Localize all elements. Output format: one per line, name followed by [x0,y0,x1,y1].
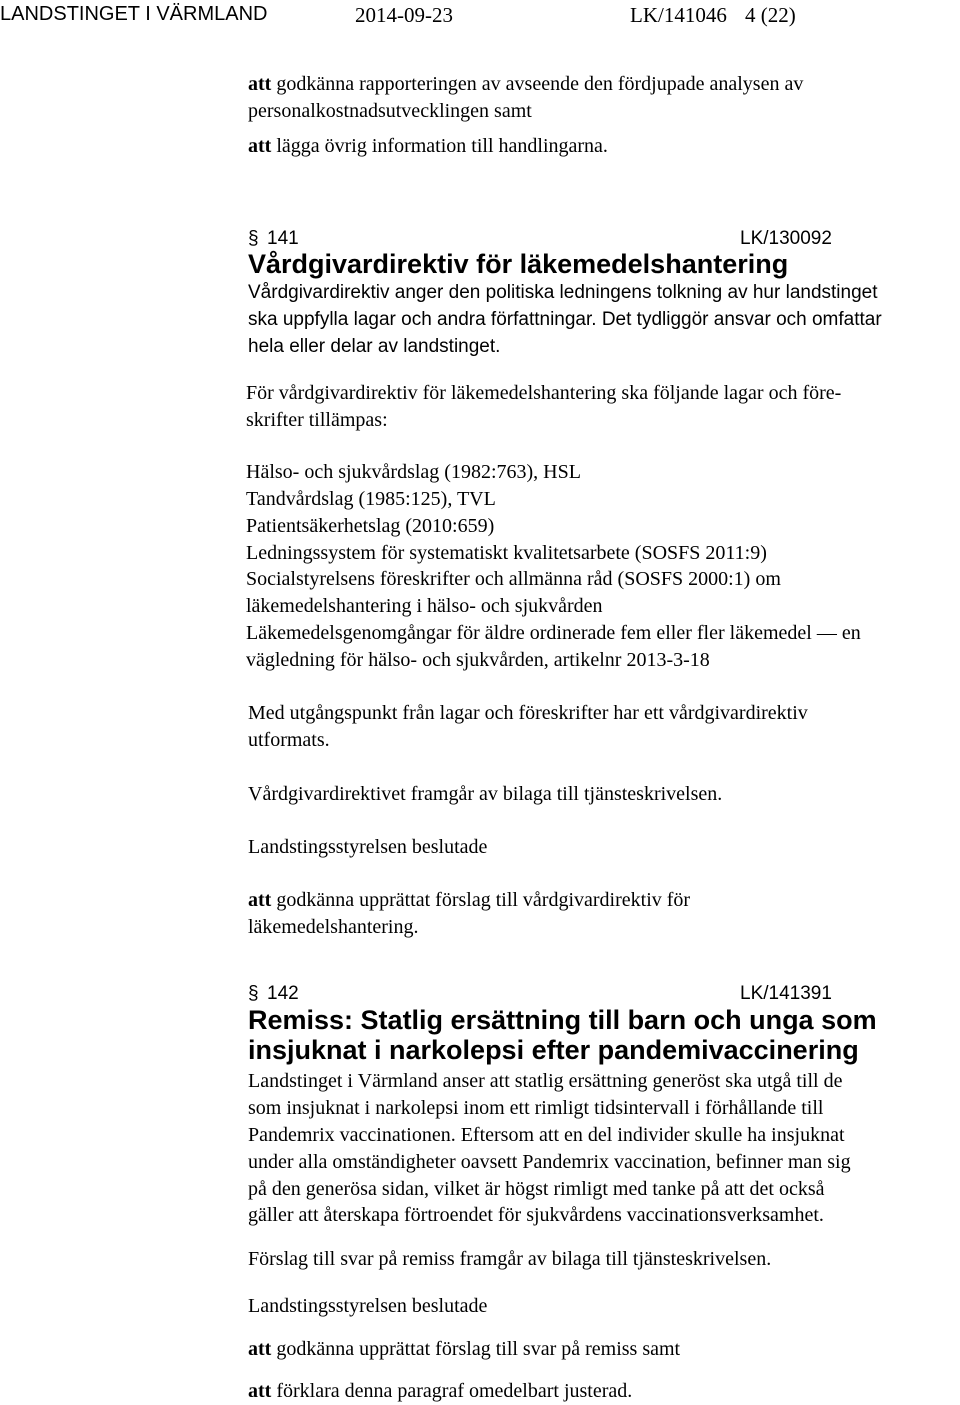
intro-item-1-text: godkänna rapporteringen av avseende den fördjupade analysen av [276,73,804,95]
section-ref: LK/141391 [740,983,832,1004]
list-item: Tandvårdslag (1985:125), TVL [246,488,496,510]
section-title: Vårdgivardirektiv för läkemedelshantering [248,249,789,279]
decision-text: förklara denna paragraf omedelbart justerad. [276,1380,633,1402]
decision-line-1 [248,887,690,914]
section-title-line-1: Remiss: Statlig ersättning till barn och unga som [248,1005,877,1035]
decision-text: godkänna upprättat förslag till vårdgivardirektiv för [276,889,691,911]
decision-text: godkänna upprättat förslag till svar på remiss samt [276,1338,681,1360]
body-line: på den generösa sidan, vilket är högst rimligt med tanke på att det också [248,1178,825,1200]
header-org: LANDSTINGET I VÄRMLAND [0,3,268,25]
basis-line-2: utformats. [248,729,330,751]
decided-label: Landstingsstyrelsen beslutade [248,1295,488,1317]
section-number: 141 [267,228,299,249]
intro-item-1-line-2: personalkostnadsutvecklingen samt [248,100,532,122]
intro-item-1-line-1 [248,71,803,98]
appendix-note: Förslag till svar på remiss framgår av bilaga till tjänsteskrivelsen. [248,1248,772,1270]
header-page: 4 (22) [745,3,796,27]
paragraph-symbol: § [248,983,259,1004]
laws-intro-line-2: skrifter tillämpas: [246,409,388,431]
att-keyword: att [248,73,272,95]
intro-item-2-text: lägga övrig information till handlingarna. [276,135,608,157]
att-keyword: att [248,1338,272,1360]
list-item: Patientsäkerhetslag (2010:659) [246,515,495,537]
decision-line-2: läkemedelshantering. [248,916,419,938]
body-line: gäller att återskapa förtroendet för sjukvårdens vaccinationsverksamhet. [248,1204,824,1226]
section-desc-line-1: Vårdgivardirektiv anger den politiska ledningens tolkning av hur landstinget [248,282,878,303]
att-keyword: att [248,135,272,157]
section-desc-line-3: hela eller delar av landstinget. [248,336,501,357]
list-item: läkemedelshantering i hälso- och sjukvården [246,595,603,617]
intro-item-2 [248,133,608,160]
section-title-line-2: insjuknat i narkolepsi efter pandemivaccinering [248,1035,859,1065]
att-keyword: att [248,1380,272,1402]
appendix-note: Vårdgivardirektivet framgår av bilaga till tjänsteskrivelsen. [248,783,723,805]
list-item: Socialstyrelsens föreskrifter och allmänna råd (SOSFS 2000:1) om [246,568,781,590]
decision-line-1 [248,1336,680,1363]
list-item: Läkemedelsgenomgångar för äldre ordinerade fem eller fler läkemedel — en [246,622,861,644]
body-line: Landstinget i Värmland anser att statlig ersättning generöst ska utgå till de [248,1070,843,1092]
header-date: 2014-09-23 [355,3,453,27]
section-desc-line-2: ska uppfylla lagar och andra författningar. Det tydliggör ansvar och omfattar [248,309,882,330]
list-item: vägledning för hälso- och sjukvården, artikelnr 2013-3-18 [246,649,710,671]
basis-line-1: Med utgångspunkt från lagar och föreskrifter har ett vårdgivardirektiv [248,702,808,724]
att-keyword: att [248,889,272,911]
body-line: som insjuknat i narkolepsi inom ett rimligt tidsintervall i förhållande till [248,1097,824,1119]
list-item: Ledningssystem för systematiskt kvalitetsarbete (SOSFS 2011:9) [246,542,767,564]
laws-intro-line-1: För vårdgivardirektiv för läkemedelshantering ska följande lagar och före- [246,382,842,404]
body-line: under alla omständigheter oavsett Pandemrix vaccination, befinner man sig [248,1151,851,1173]
paragraph-symbol: § [248,228,259,249]
section-ref: LK/130092 [740,228,832,249]
decision-line-2 [248,1378,632,1405]
header-ref: LK/141046 [630,3,727,27]
section-number: 142 [267,983,299,1004]
decided-label: Landstingsstyrelsen beslutade [248,836,488,858]
list-item: Hälso- och sjukvårdslag (1982:763), HSL [246,461,581,483]
body-line: Pandemrix vaccinationen. Eftersom att en del individer skulle ha insjuknat [248,1124,845,1146]
